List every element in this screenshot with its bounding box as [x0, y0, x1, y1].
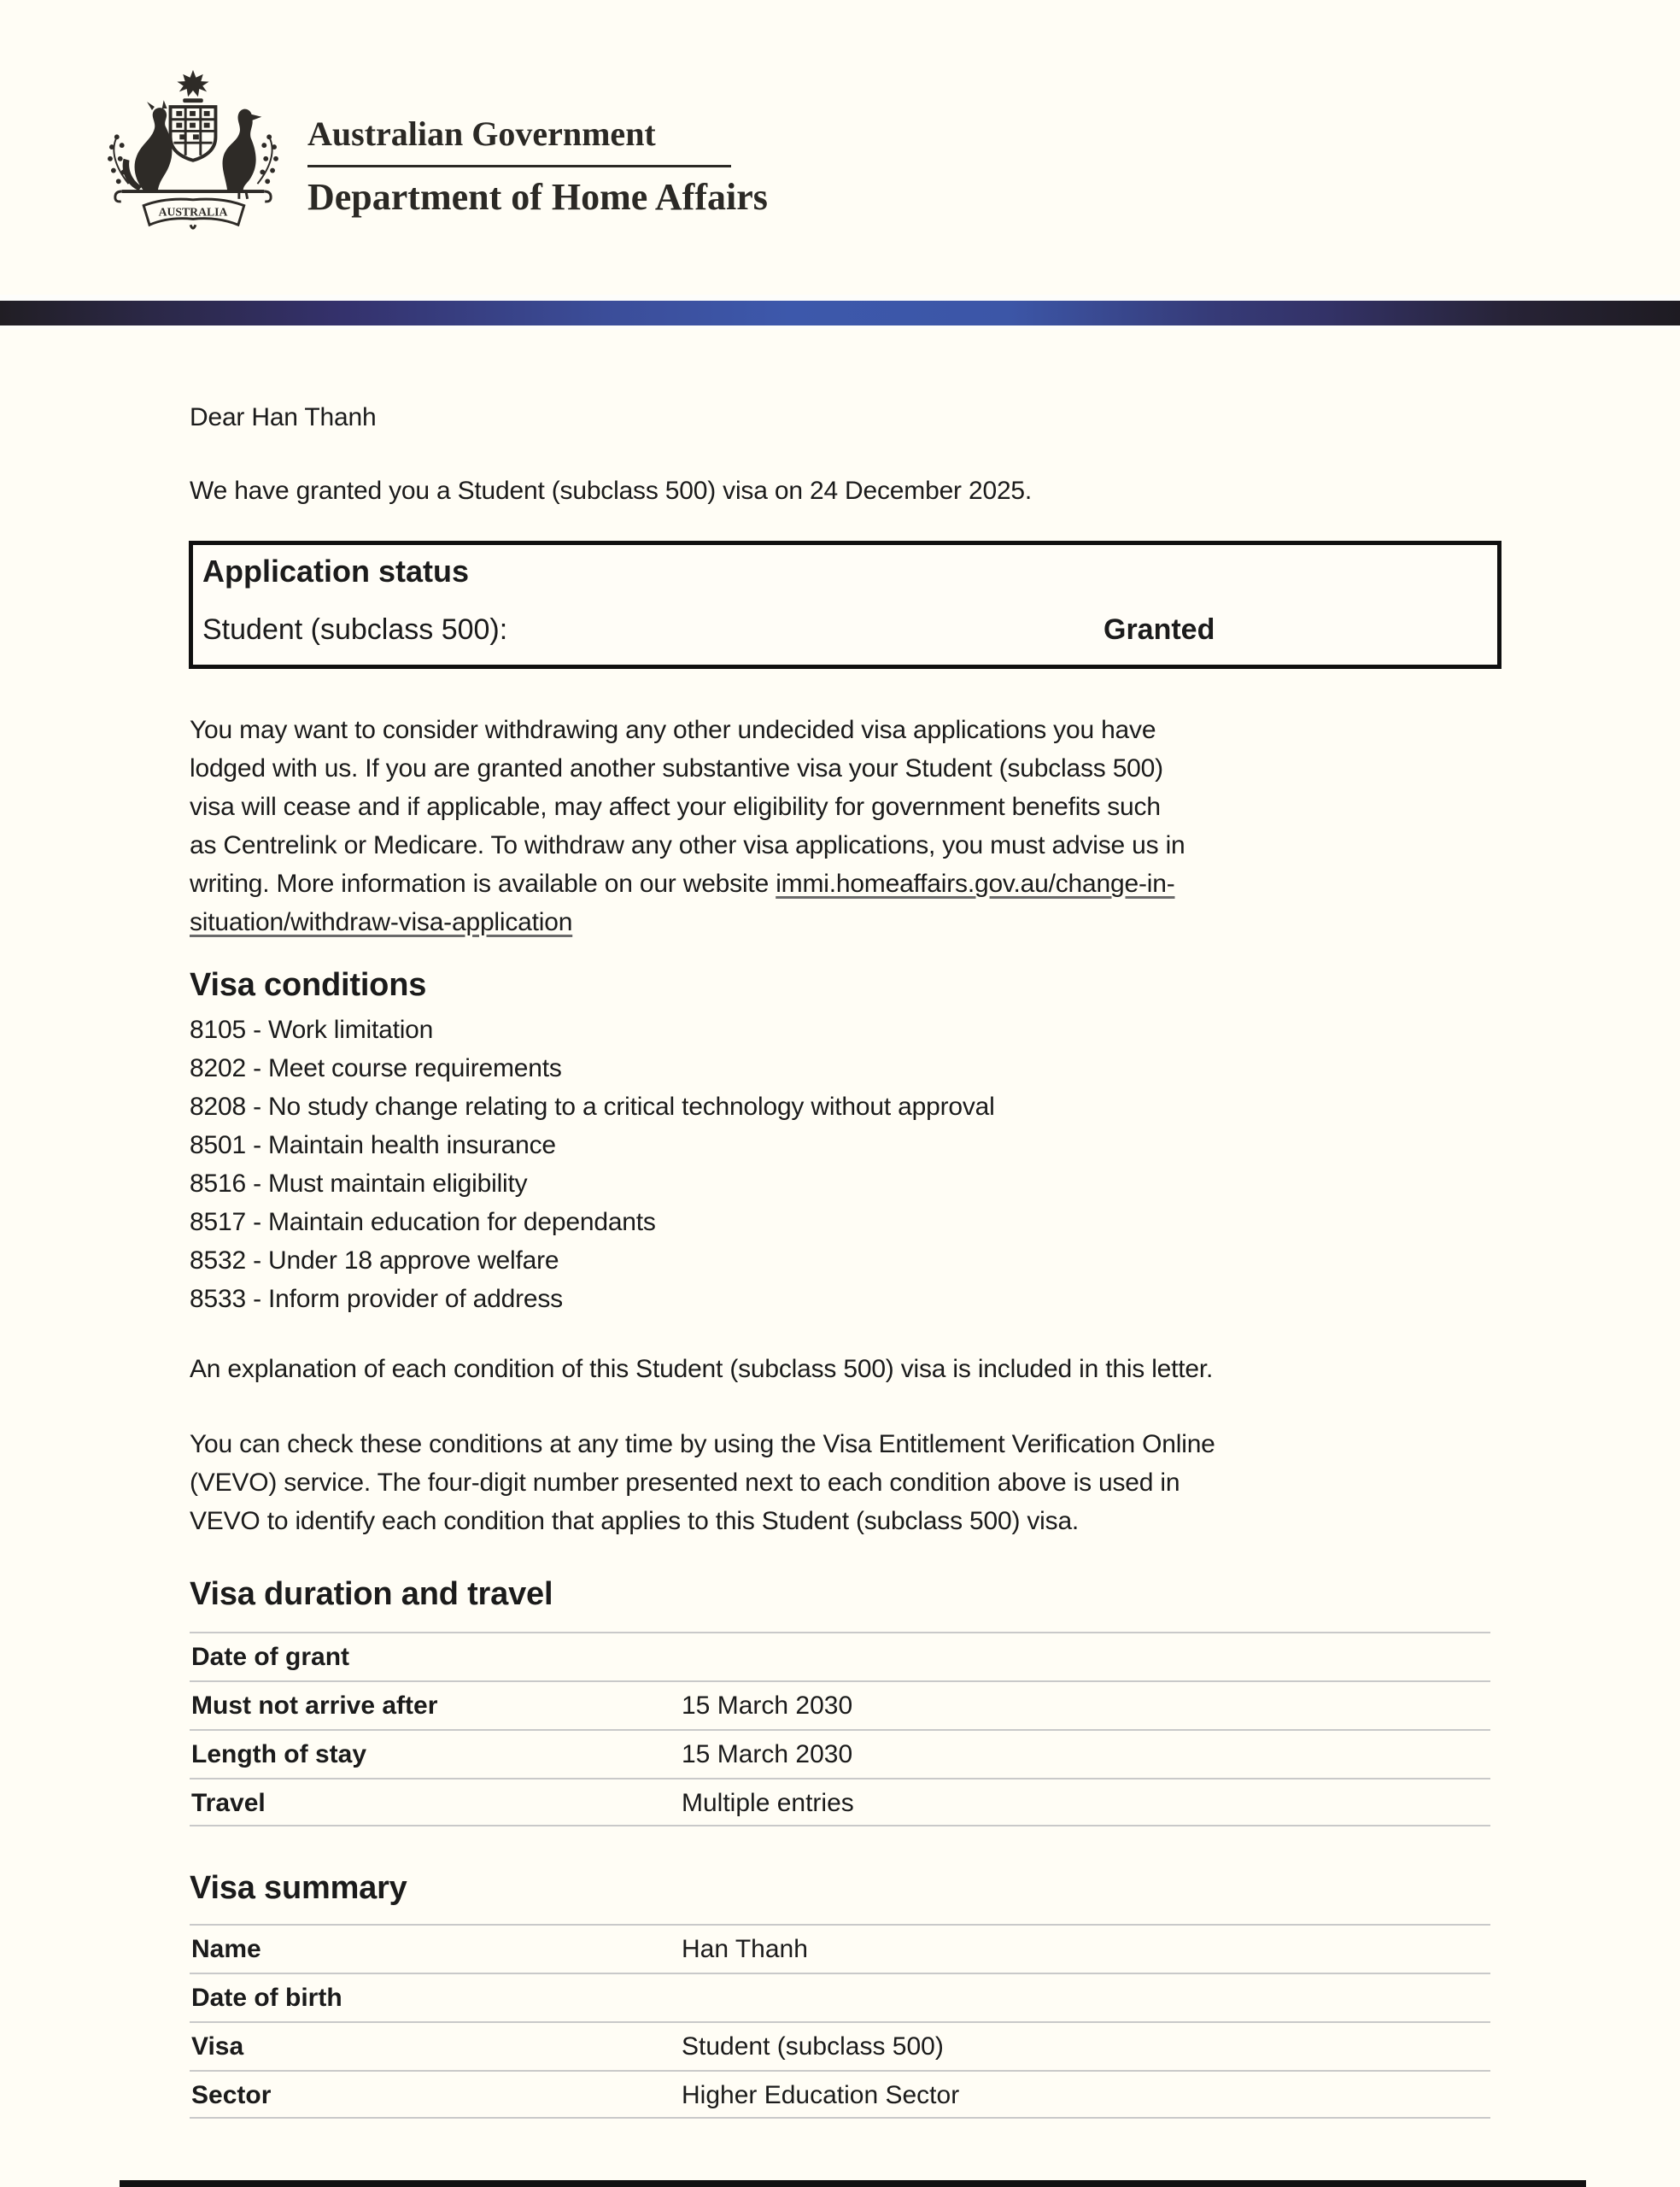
condition-item: 8533 - Inform provider of address	[190, 1285, 563, 1313]
table-row	[190, 2021, 1490, 2070]
visa-duration-heading: Visa duration and travel	[190, 1576, 553, 1612]
row-label: Date of grant	[191, 1643, 350, 1671]
withdraw-info-link-part1[interactable]: immi.homeaffairs.gov.au/change-in-	[776, 870, 1175, 898]
visa-duration-table	[190, 1632, 1490, 1826]
header-gradient-bar	[0, 301, 1680, 325]
application-status-value: Granted	[1103, 613, 1215, 646]
row-label: Sector	[191, 2081, 272, 2109]
table-row	[190, 1632, 1490, 1680]
application-status-box	[189, 541, 1501, 669]
withdraw-paragraph	[190, 711, 1185, 941]
row-value: Multiple entries	[682, 1789, 854, 1817]
agency-name: Australian Government	[307, 114, 656, 153]
condition-item: 8516 - Must maintain eligibility	[190, 1170, 528, 1198]
table-row	[190, 1778, 1490, 1826]
row-label: Travel	[191, 1789, 266, 1817]
row-value: Higher Education Sector	[682, 2081, 960, 2109]
footer-bar	[120, 2180, 1586, 2187]
wattle-spray-right	[257, 134, 278, 184]
withdraw-line-1: You may want to consider withdrawing any other undecided visa applications you have	[190, 716, 1156, 744]
condition-item: 8208 - No study change relating to a critical technology without approval	[190, 1093, 995, 1121]
application-status-title: Application status	[202, 554, 470, 589]
conditions-explanation: An explanation of each condition of this Student (subclass 500) visa is included in this letter.	[190, 1355, 1214, 1383]
banner-text: AUSTRALIA	[158, 205, 228, 219]
vevo-paragraph	[190, 1425, 1215, 1540]
header-divider	[307, 165, 731, 167]
visa-summary-heading: Visa summary	[190, 1870, 407, 1906]
visa-conditions-list	[190, 1011, 995, 1318]
visa-conditions-heading: Visa conditions	[190, 967, 427, 1003]
condition-item: 8202 - Meet course requirements	[190, 1054, 562, 1082]
application-status-visa-label: Student (subclass 500):	[202, 613, 508, 646]
star-icon	[177, 70, 208, 97]
intro-sentence: We have granted you a Student (subclass 500) visa on 24 December 2025.	[190, 477, 1033, 505]
condition-item: 8517 - Maintain education for dependants	[190, 1208, 656, 1236]
condition-item: 8105 - Work limitation	[190, 1016, 434, 1044]
coat-of-arms	[89, 67, 296, 234]
row-value: Han Thanh	[682, 1935, 808, 1963]
table-row	[190, 1924, 1490, 1973]
row-label: Length of stay	[191, 1740, 367, 1768]
withdraw-line-2: lodged with us. If you are granted another substantive visa your Student (subclass 500)	[190, 754, 1163, 783]
withdraw-line-5	[190, 865, 1185, 903]
department-name: Department of Home Affairs	[307, 176, 768, 218]
withdraw-info-link-part2[interactable]: situation/withdraw-visa-application	[190, 908, 573, 936]
vevo-line-2: (VEVO) service. The four-digit number presented next to each condition above is used in	[190, 1469, 1180, 1497]
table-row	[190, 2070, 1490, 2119]
emu-silhouette	[223, 109, 262, 191]
row-value: 15 March 2030	[682, 1692, 853, 1720]
condition-item: 8501 - Maintain health insurance	[190, 1131, 556, 1159]
row-label: Visa	[191, 2032, 244, 2061]
vevo-line-3: VEVO to identify each condition that applies to this Student (subclass 500) visa.	[190, 1507, 1080, 1535]
withdraw-line-6	[190, 903, 1185, 941]
kangaroo-silhouette	[135, 108, 173, 191]
row-label: Date of birth	[191, 1984, 342, 2012]
row-label: Name	[191, 1935, 261, 1963]
condition-item: 8532 - Under 18 approve welfare	[190, 1246, 559, 1275]
row-label: Must not arrive after	[191, 1692, 438, 1720]
table-row	[190, 1729, 1490, 1778]
coat-of-arms-graphic	[89, 67, 296, 234]
visa-summary-table	[190, 1924, 1490, 2119]
vevo-line-1: You can check these conditions at any time by using the Visa Entitlement Verification Online	[190, 1430, 1215, 1458]
table-row	[190, 1973, 1490, 2021]
row-value: Student (subclass 500)	[682, 2032, 944, 2061]
row-value: 15 March 2030	[682, 1740, 853, 1768]
salutation: Dear Han Thanh	[190, 403, 377, 431]
withdraw-line-3: visa will cease and if applicable, may affect your eligibility for government benefits such	[190, 793, 1161, 821]
withdraw-line-5-text: writing. More information is available on our website	[190, 870, 776, 898]
table-row	[190, 1680, 1490, 1729]
withdraw-line-4: as Centrelink or Medicare. To withdraw any other visa applications, you must advise us in	[190, 831, 1185, 859]
